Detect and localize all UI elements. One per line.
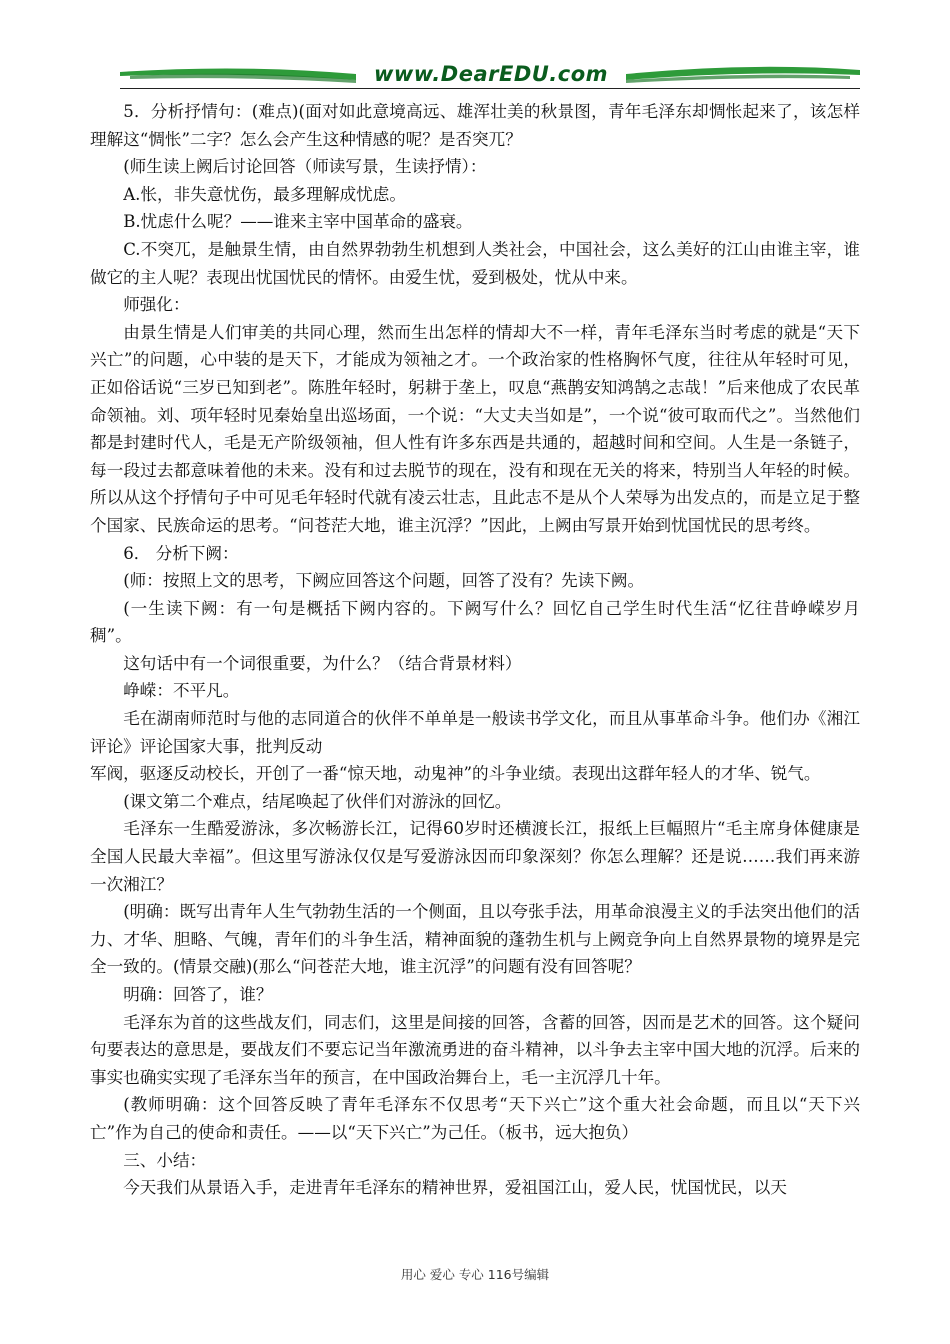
paragraph: (课文第二个难点，结尾唤起了伙伴们对游泳的回忆。 — [123, 791, 512, 811]
paragraph: 5．分析抒情句：(难点)(面对如此意境高远、雄浑壮美的秋景图，青年毛泽东却惆怅起来了，该怎样理解这“惆怅”二字？怎么会产生这种情感的呢？是否突兀？ — [90, 102, 860, 149]
paragraph: B.忧虑什么呢？——谁来主宰中国革命的盛衰。 — [123, 212, 473, 232]
paragraph: 毛泽东为首的这些战友们，同志们，这里是间接的回答，含蓄的回答，因而是艺术的回答。这个疑问句要表达的意思是，要战友们不要忘记当年激流勇进的奋斗精神，以斗争去主宰中国大地的沉浮。后来的事实也确实实现了毛泽东当年的预言，在中国政治舞台上，毛一主沉浮几十年。 — [90, 1012, 860, 1087]
paragraph: 峥嵘：不平凡。 — [123, 681, 240, 701]
site-logo-text: www.DearEDU.com — [373, 62, 609, 86]
paragraph: 6． 分析下阙： — [123, 543, 239, 563]
document-body — [90, 98, 860, 1202]
paragraph: 由景生情是人们审美的共同心理，然而生出怎样的情却大不一样，青年毛泽东当时考虑的就是“天下兴亡”的问题，心中装的是天下，才能成为领袖之才。一个政治家的性格胸怀气度，往往从年轻时可见，正如俗话说“三岁已知到老”。陈胜年轻时，躬耕于垄上，叹息“燕鹊安知鸿鹄之志哉！”后来他成了农民革命领袖。刘、项年轻时见秦始皇出巡场面，一个说：“大丈夫当如是”，一个说“彼可取而代之”。当然他们都是封建时代人，毛是无产阶级领袖，但人性有许多东西是共通的，超越时间和空间。人生是一条链子，每一段过去都意味着他的未来。没有和过去脱节的现在，没有和现在无关的将来，特别当人年轻的时候。所以从这个抒情句子中可见毛年轻时代就有凌云壮志，且此志不是从个人荣辱为出发点的，而是立足于整个国家、民族命运的思考。“问苍茫大地，谁主沉浮？”因此，上阙由写景开始到忧国忧民的思考终。 — [90, 322, 860, 535]
paragraph: 毛泽东一生酷爱游泳，多次畅游长江，记得60岁时还横渡长江，报纸上巨幅照片“毛主席身体健康是全国人民最大幸福”。但这里写游泳仅仅是写爱游泳因而印象深刻？你怎么理解？还是说……我们再来游一次湘江？ — [90, 819, 860, 894]
header-rule — [120, 88, 860, 89]
paragraph: C.不突兀，是触景生情，由自然界勃勃生机想到人类社会，中国社会，这么美好的江山由谁主宰，谁做它的主人呢？表现出忧国忧民的情怀。由爱生忧，爱到极处，忧从中来。 — [90, 239, 860, 287]
paragraph: (一生读下阙：有一句是概括下阙内容的。下阙写什么？回忆自己学生时代生活“忆往昔峥嵘岁月稠”。 — [90, 598, 860, 646]
paragraph: (师：按照上文的思考，下阙应回答这个问题，回答了没有？先读下阙。 — [123, 571, 645, 591]
paragraph: A.怅，非失意忧伤，最多理解成忧虑。 — [123, 184, 406, 204]
paragraph: (师生读上阙后讨论回答（师读写景，生读抒情）： — [123, 157, 487, 177]
paragraph: 今天我们从景语入手，走进青年毛泽东的精神世界，爱祖国江山，爱人民，忧国忧民，以天 — [123, 1178, 787, 1198]
paragraph: 军阀，驱逐反动校长，开创了一番“惊天地，动鬼神”的斗争业绩。表现出这群年轻人的才华、锐气。 — [90, 764, 821, 784]
paragraph: 三、小结： — [123, 1150, 207, 1170]
paragraph: 师强化： — [123, 295, 190, 315]
paragraph: 毛在湖南师范时与他的志同道合的伙伴不单单是一般读书学文化，而且从事革命斗争。他们办《湘江评论》评论国家大事，批判反动 — [90, 709, 860, 756]
page-footer: 用心 爱心 专心 116号编辑 — [400, 1267, 550, 1282]
paragraph: (明确：既写出青年人生气勃勃生活的一个侧面，且以夸张手法，用革命浪漫主义的手法突出他们的活力、才华、胆略、气魄，青年们的斗争生活，精神面貌的蓬勃生机与上阙竞争向上自然界景物的境界是完全一致的。(情景交融)(那么“问苍茫大地，谁主沉浮”的问题有没有回答呢？ — [90, 902, 860, 977]
paragraph: 这句话中有一个词很重要，为什么？（结合背景材料） — [123, 653, 522, 673]
paragraph: (教师明确：这个回答反映了青年毛泽东不仅思考“天下兴亡”这个重大社会命题，而且以“天下兴亡”作为自己的使命和责任。——以“天下兴亡”为己任。（板书，远大抱负） — [90, 1095, 860, 1142]
paragraph: 明确：回答了，谁？ — [123, 985, 273, 1004]
